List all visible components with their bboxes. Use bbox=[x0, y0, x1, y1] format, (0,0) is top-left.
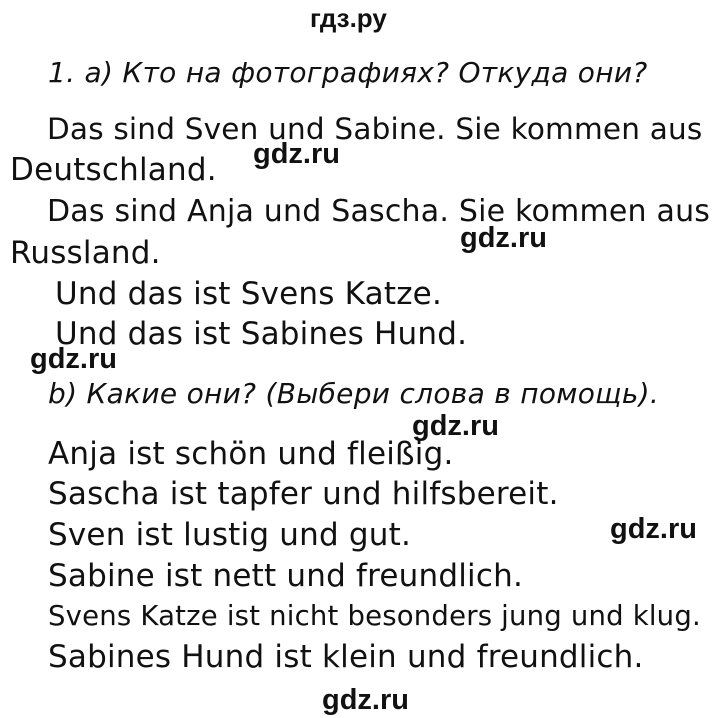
answer-line: Russland. bbox=[10, 235, 161, 271]
answer-line: Und das ist Sabines Hund. bbox=[55, 316, 468, 352]
answer-line: Sabines Hund ist klein und freundlich. bbox=[48, 639, 644, 675]
answer-line: Sabine ist nett und freundlich. bbox=[48, 558, 524, 594]
answer-line: Sven ist lustig und gut. bbox=[48, 517, 412, 553]
task-b-heading: b) Какие они? (Выбери слова в помощь). bbox=[48, 377, 660, 410]
watermark: gdz.ru bbox=[412, 410, 499, 442]
footer-watermark: gdz.ru bbox=[322, 684, 409, 716]
answer-line: Das sind Sven und Sabine. Sie kommen aus bbox=[47, 112, 703, 146]
watermark: gdz.ru bbox=[610, 513, 697, 545]
answer-line: Und das ist Svens Katze. bbox=[55, 276, 443, 312]
watermark: gdz.ru bbox=[460, 222, 547, 254]
watermark: gdz.ru bbox=[253, 138, 340, 170]
answer-line: Svens Katze ist nicht besonders jung und klug. bbox=[48, 600, 701, 632]
header-watermark: гдз.ру bbox=[310, 3, 387, 33]
watermark: gdz.ru bbox=[30, 343, 117, 375]
task-a-heading: 1. a) Кто на фотографиях? Откуда они? bbox=[48, 56, 648, 89]
answer-line: Deutschland. bbox=[10, 152, 217, 188]
answer-line: Anja ist schön und fleißig. bbox=[48, 436, 454, 472]
answer-line: Sascha ist tapfer und hilfsbereit. bbox=[48, 476, 559, 512]
answer-line: Das sind Anja und Sascha. Sie kommen aus bbox=[47, 194, 711, 229]
